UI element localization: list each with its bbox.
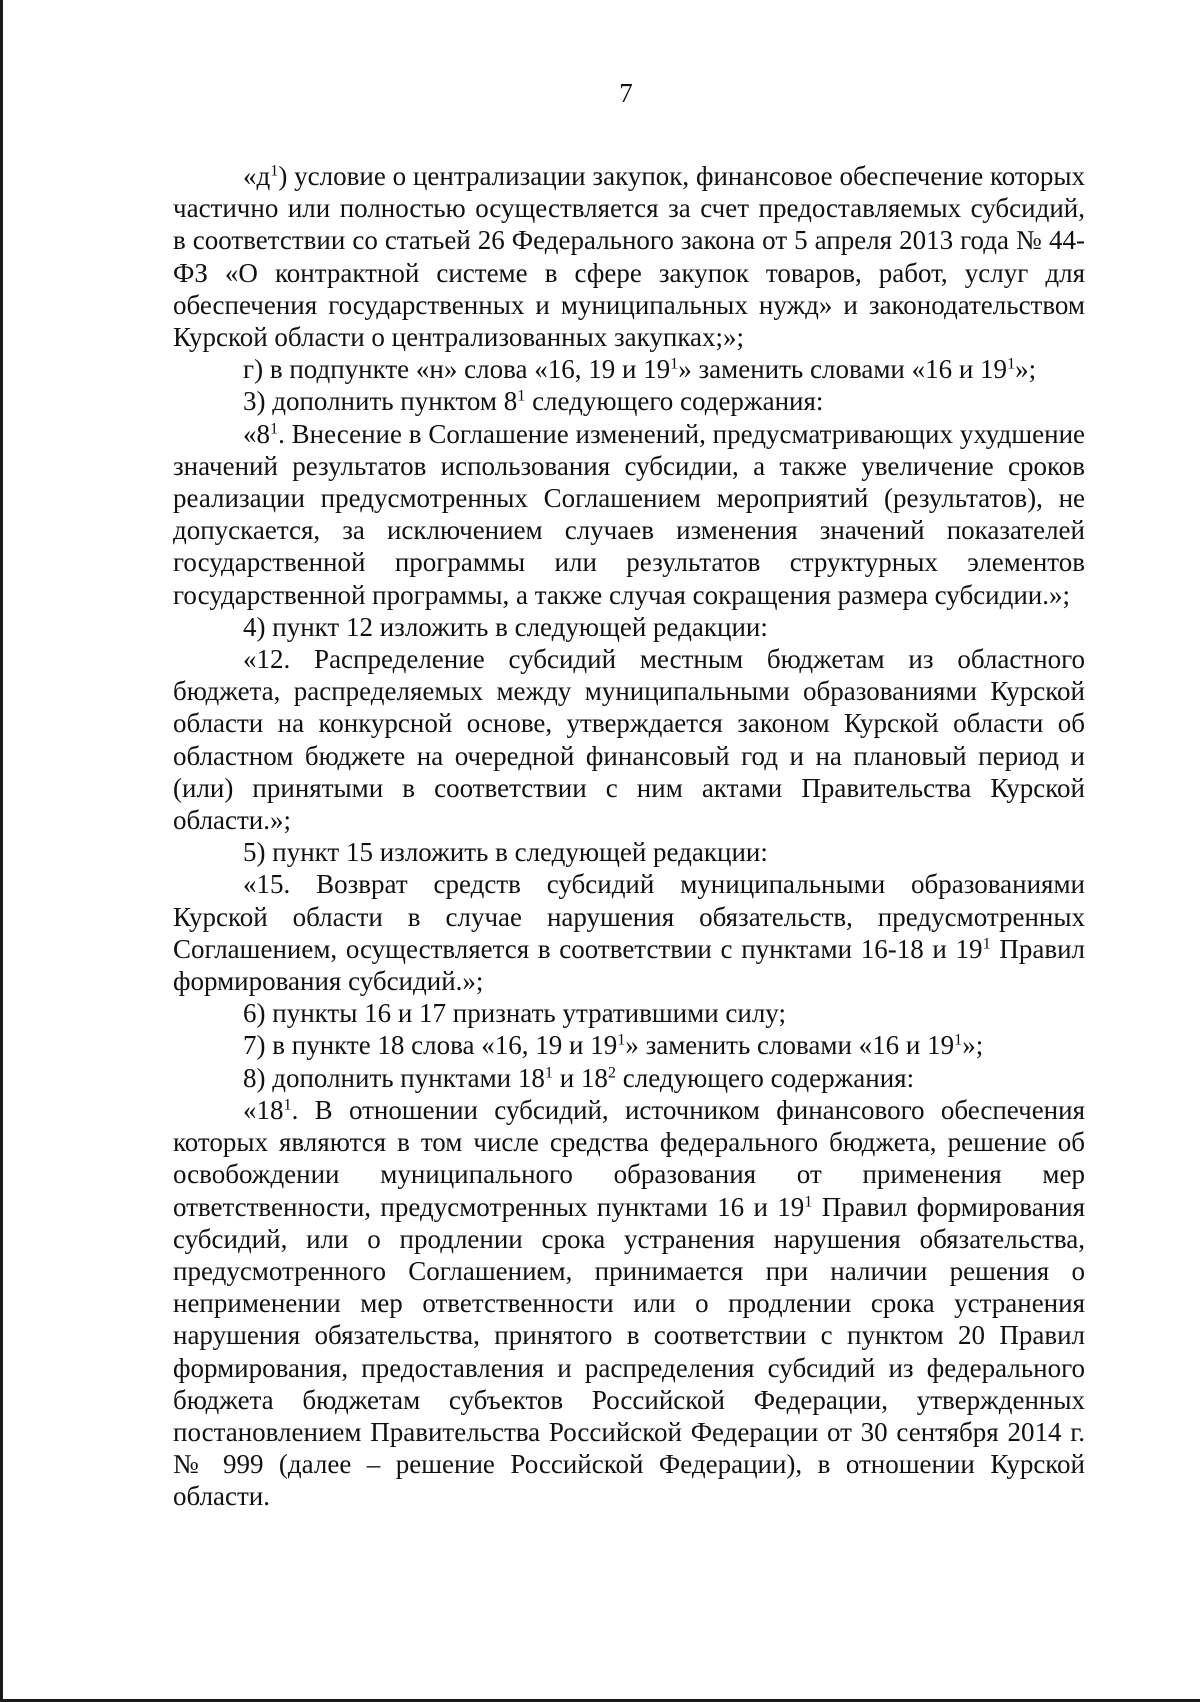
document-body xyxy=(173,160,1085,1513)
paragraph-item-8: 8) дополнить пунктами $18^1$ и $18^2$ следующего содержания: xyxy=(243,1062,915,1093)
paragraph-g: г) в подпункте «н» слова «16, 19 и $19^1$» заменить словами «16 и $19^1$»; xyxy=(243,354,1037,385)
page-number: 7 xyxy=(619,78,633,108)
paragraph-clause-15: «15. Возврат средств субсидий муниципальными образованиями Курской области в случае нарушения обязательств, предусмотренных Соглашением, осуществляется в соответствии с пунктами 16-18 и $19^1$ Правил формирования субсидий.»; xyxy=(173,869,1085,997)
paragraph-clause-12: «12. Распределение субсидий местным бюджетам из областного бюджета, распределяемых между муниципальными образованиями Курской области на конкурсной основе, утверждается законом Курской области об областном бюджете на очередной финансовый год и на плановый период и (или) принятыми в соответствии с ним актами Правительства Курской области.»; xyxy=(173,644,1085,836)
paragraph-item-5: 5) пункт 15 изложить в следующей редакции: xyxy=(243,837,768,868)
paragraph-clause-18-1: «$18^1$. В отношении субсидий, источником финансового обеспечения которых являются в том числе средства федерального бюджета, решение об освобождении муниципального образования от применения мер ответственности, предусмотренных пунктами 16 и $19^1$ Правил формирования субсидий, или о продлении срока устранения нарушения обязательства, предусмотренного Соглашением, принимается при наличии решения о неприменении мер ответственности или о продлении срока устранения нарушения обязательства, принятого в соответствии с пунктом 20 Правил формирования, предоставления и распределения субсидий из федерального бюджета бюджетам субъектов Российской Федерации, утвержденных постановлением Правительства Российской Федерации от 30 сентября 2014 г. № 999 (далее – решение Российской Федерации), в отношении Курской области. xyxy=(173,1094,1086,1512)
paragraph-item-3: 3) дополнить пунктом $8^1$ следующего содержания: xyxy=(243,386,824,417)
paragraph-clause-8-1: «$8^1$. Внесение в Соглашение изменений, предусматривающих ухудшение значений результатов использования субсидии, а также увеличение сроков реализации предусмотренных Соглашением мероприятий (результатов), не допускается, за исключением случаев изменения значений показателей государственной программы или результатов структурных элементов государственной программы, а также случая сокращения размера субсидии.»; xyxy=(173,418,1085,610)
paragraph-d1: «$д^1$) условие о централизации закупок, финансовое обеспечение которых частично или полностью осуществляется за счет предоставляемых субсидий, в соответствии со статьей 26 Федерального закона от 5 апреля 2013 года № 44-ФЗ «О контрактной системе в сфере закупок товаров, работ, услуг для обеспечения государственных и муниципальных нужд» и законодательством Курской области о централизованных закупках;»; xyxy=(173,161,1085,353)
paragraph-item-4: 4) пункт 12 изложить в следующей редакции: xyxy=(243,611,768,642)
paragraph-item-7: 7) в пункте 18 слова «16, 19 и $19^1$» заменить словами «16 и $19^1$»; xyxy=(243,1030,984,1061)
scan-left-edge xyxy=(0,0,3,1702)
paragraph-item-6: 6) пункты 16 и 17 признать утратившими силу; xyxy=(243,998,786,1029)
